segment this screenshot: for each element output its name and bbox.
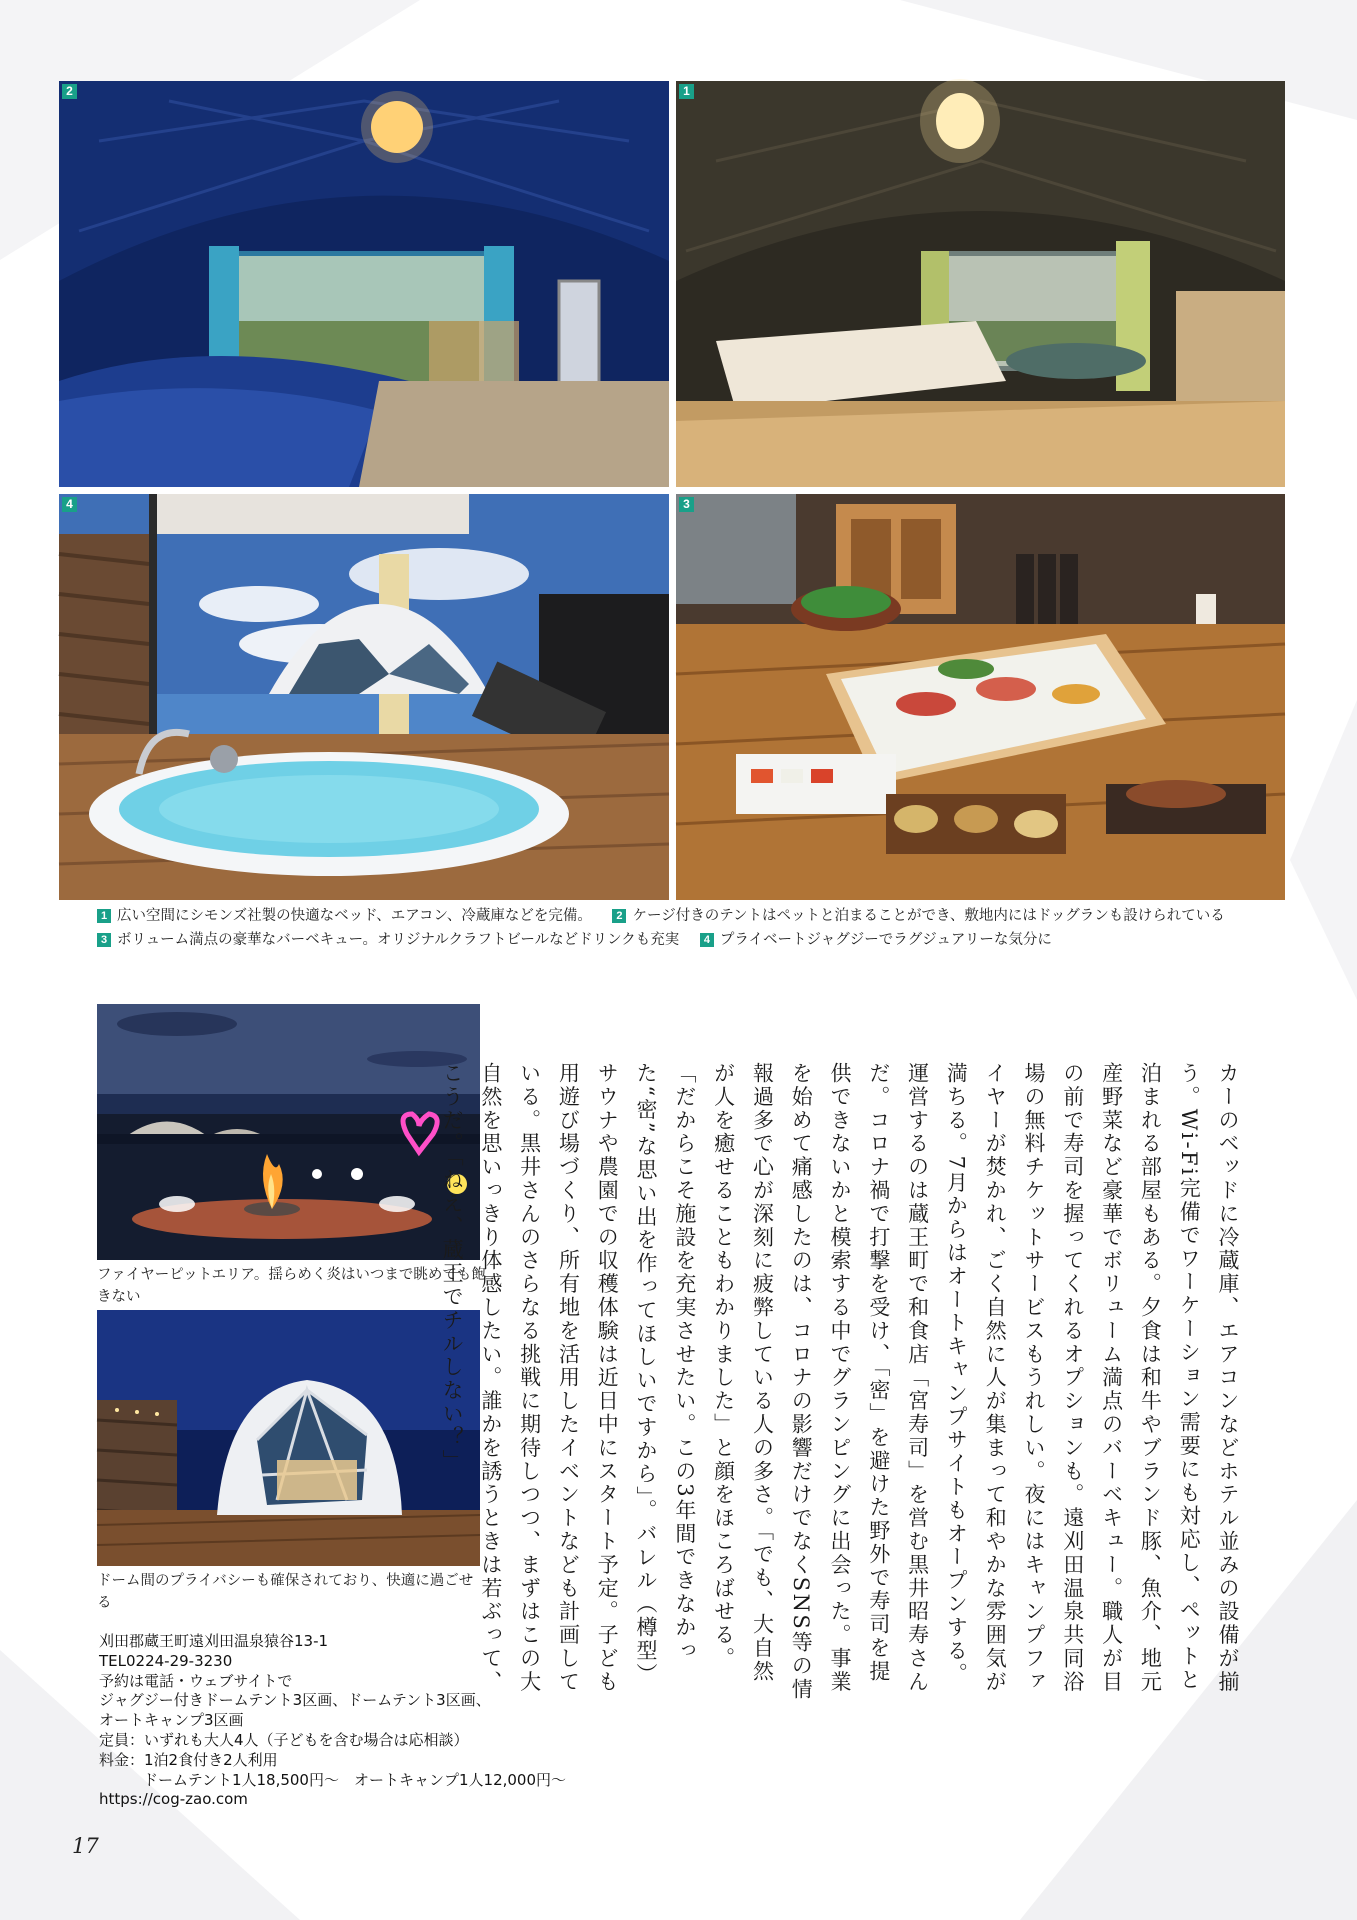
caption-2 (612, 908, 1224, 924)
caption-3-number: 3 (97, 933, 111, 947)
photo-dome-interior-blue (59, 81, 669, 487)
info-sections-2: オートキャンプ3区画 (99, 1711, 244, 1730)
info-sections-1: ジャグジー付きドームテント3区画、ドームテント3区画、 (99, 1691, 491, 1710)
info-reservation: 予約は電話・ウェブサイトで (99, 1671, 293, 1690)
info-url[interactable]: https://cog-zao.com (99, 1790, 248, 1809)
photo-number-1: 1 (679, 84, 694, 99)
info-price-2: ドームテント1人18,500円〜 オートキャンプ1人12,000円〜 (143, 1770, 567, 1789)
caption-4 (700, 932, 1052, 948)
photo-barbecue-spread (676, 494, 1285, 900)
caption-3-text: ボリューム満点の豪華なバーベキュー。オリジナルクラフトビールなどドリンクも充実 (117, 932, 680, 948)
article-body-right: カーのベッドに冷蔵庫、エアコンなどホテル並みの設備が揃う。Wi-Fi完備でワーケーション需要にも対応し、ペットと泊まれる部屋もある。夕食は和牛やブランド豚、魚介、地元産野菜など豪華でボリューム満点のバーベキュー。職人が目の前で寿司を握ってくれるオプションも。遠刈田温泉共同浴場の無料チケットサービスもうれしい。夜にはキャンプファイヤーが焚かれ、ごく自然に人が集まって和やかな雰囲気が満ちる。7月からはオートキャンプサイトもオープンする。 運営するのは蔵王町で和食店「宮寿司」を営む黒井昭寿さんだ。コロナ禍で打撃を受け、「密」を避けた野外で寿司を提供できないかと模索する中でグランピングに出会った。事業を始めて痛感したのは、コロナの影響だけでなくSNS等の情報過多で心が深刻に疲弊している人の多さ。「でも、大自然が人を癒せることもわかりました」と顔をほころばせる。「だからこそ施設を充実させたい。この3年間できなかった“密”な思い出を作ってほしいですから」。バレル（樽型）サウナや農園での収穫体験は近日中にスタート予定。子ども用遊び場づくり、所有地を活用したイベントなども計画している。黒井さんのさらなる挑戦に期待しつつ、まずはこの大自然を思いっきり体感したい。誰かを誘うときは若ぶって、こうだ。「ねえ、蔵王でチルしない？」 (440, 1062, 1240, 1702)
fire-pit-caption: ファイヤーピットエリア。揺らめく炎はいつまで眺めても飽きない (97, 1267, 486, 1305)
photo-dome-interior-warm (676, 81, 1285, 487)
caption-2-number: 2 (612, 909, 626, 923)
photo-number-2: 2 (62, 84, 77, 99)
info-tel: TEL0224-29-3230 (99, 1651, 233, 1670)
page-number: 17 (72, 1834, 99, 1858)
info-address: 刈田郡蔵王町遠刈田温泉猿谷13-1 (99, 1632, 329, 1650)
photo-number-3: 3 (679, 497, 694, 512)
caption-3 (97, 932, 679, 948)
caption-1 (97, 908, 592, 924)
info-price-1: 料金：1泊2食付き2人利用 (99, 1750, 278, 1769)
photo-fire-pit (97, 1004, 480, 1260)
caption-4-text: プライベートジャグジーでラグジュアリーな気分に (719, 932, 1052, 948)
caption-2-text: ケージ付きのテントはペットと泊まることができ、敷地内にはドッグランも設けられている (632, 908, 1225, 924)
photo-dome-night (97, 1310, 480, 1566)
facility-info (99, 1632, 659, 1810)
photo-private-jacuzzi (59, 494, 669, 900)
info-capacity: 定員：いずれも大人4人（子どもを含む場合は応相談） (99, 1730, 469, 1749)
dome-night-caption: ドーム間のプライバシーも確保されており、快適に過ごせる (97, 1573, 474, 1611)
photo-number-4: 4 (62, 497, 77, 512)
caption-4-number: 4 (700, 933, 714, 947)
photo-captions (97, 904, 1257, 952)
caption-1-number: 1 (97, 909, 111, 923)
caption-1-text: 広い空間にシモンズ社製の快適なベッド、エアコン、冷蔵庫などを完備。 (117, 908, 592, 924)
